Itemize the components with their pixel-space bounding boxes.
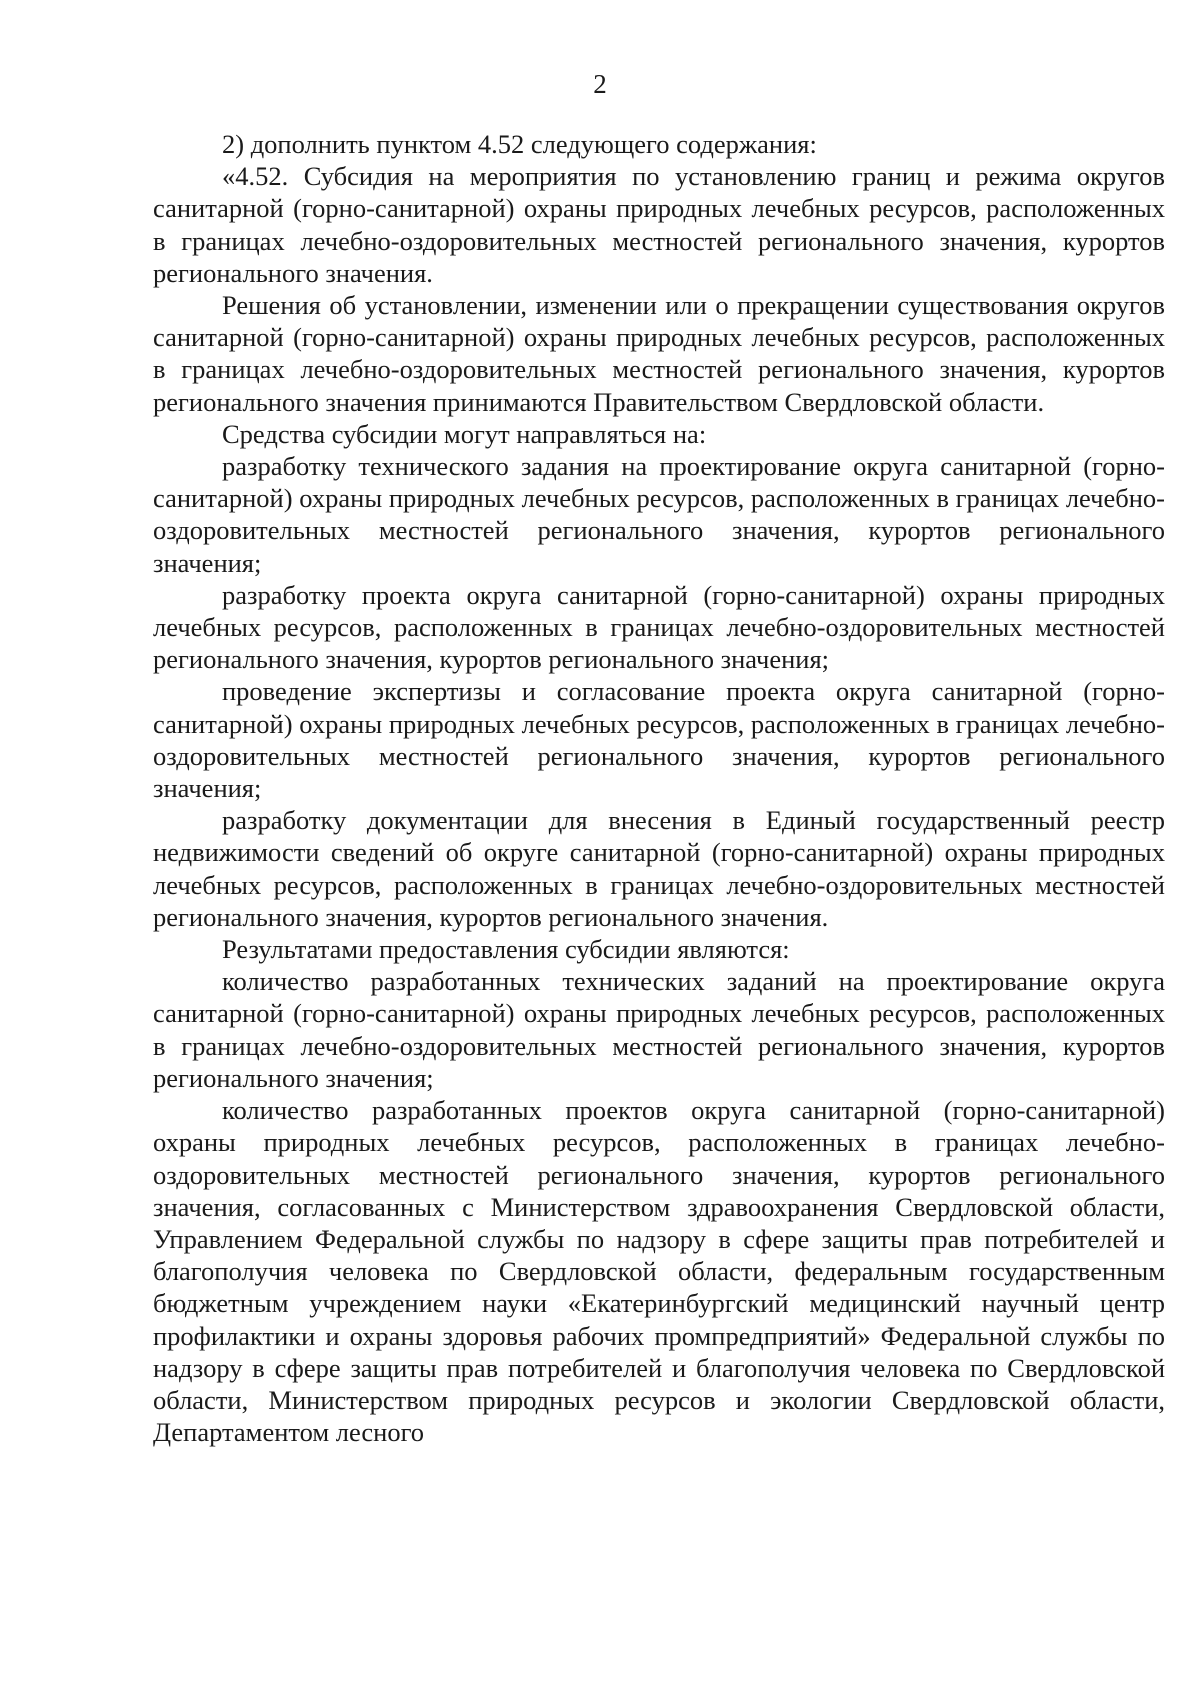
- paragraph-funds-item: проведение экспертизы и согласование проекта округа санитарной (горно-санитарной) охраны природных лечебных ресурсов, расположенных в границах лечебно-оздоровительных местностей регионального значения, курортов регионального значения;: [153, 676, 1165, 804]
- page-number: 2: [593, 69, 607, 99]
- paragraph-item-2-amendment: 2) дополнить пунктом 4.52 следующего содержания:: [222, 129, 817, 159]
- paragraph-funds-item: разработку технического задания на проектирование округа санитарной (горно-санитарной) охраны природных лечебных ресурсов, расположенных в границах лечебно-оздоровительных местностей регионального значения, курортов регионального значения;: [153, 451, 1165, 578]
- paragraph-results-item: количество разработанных проектов округа санитарной (горно-санитарной) охраны природных лечебных ресурсов, расположенных в границах лечебно-оздоровительных местностей регионального значения, курортов регионального значения, согласованных с Министерством здравоохранения Свердловской области, Управлением Федеральной службы по надзору в сфере защиты прав потребителей и благополучия человека по Свердловской области, федеральным государственным бюджетным учреждением науки «Екатеринбургский медицинский научный центр профилактики и охраны здоровья рабочих промпредприятий» Федеральной службы по надзору в сфере защиты прав потребителей и благополучия человека по Свердловской области, Министерством природных ресурсов и экологии Свердловской области, Департаментом лесного: [153, 1095, 1165, 1448]
- paragraph-decisions: Решения об установлении, изменении или о прекращении существования округов санитарной (горно-санитарной) охраны природных лечебных ресурсов, расположенных в границах лечебно-оздоровительных местностей регионального значения, курортов регионального значения принимаются Правительством Свердловской области.: [153, 290, 1165, 417]
- paragraph-section-4-52: «4.52. Субсидия на мероприятия по установлению границ и режима округов санитарной (горно-санитарной) охраны природных лечебных ресурсов, расположенных в границах лечебно-оздоровительных местностей регионального значения, курортов регионального значения.: [153, 161, 1165, 288]
- paragraph-funds-intro: Средства субсидии могут направляться на:: [222, 418, 707, 449]
- paragraph-funds-item: разработку документации для внесения в Единый государственный реестр недвижимости сведений об округе санитарной (горно-санитарной) охраны природных лечебных ресурсов, расположенных в границах лечебно-оздоровительных местностей регионального значения, курортов регионального значения.: [153, 805, 1165, 932]
- paragraph-results-item: количество разработанных технических заданий на проектирование округа санитарной (горно-санитарной) охраны природных лечебных ресурсов, расположенных в границах лечебно-оздоровительных местностей регионального значения, курортов регионального значения;: [153, 966, 1165, 1093]
- paragraph-funds-item: разработку проекта округа санитарной (горно-санитарной) охраны природных лечебных ресурсов, расположенных в границах лечебно-оздоровительных местностей регионального значения, курортов регионального значения;: [153, 579, 1165, 675]
- paragraph-results-intro: Результатами предоставления субсидии являются:: [222, 934, 790, 965]
- document-body: [153, 128, 1165, 1448]
